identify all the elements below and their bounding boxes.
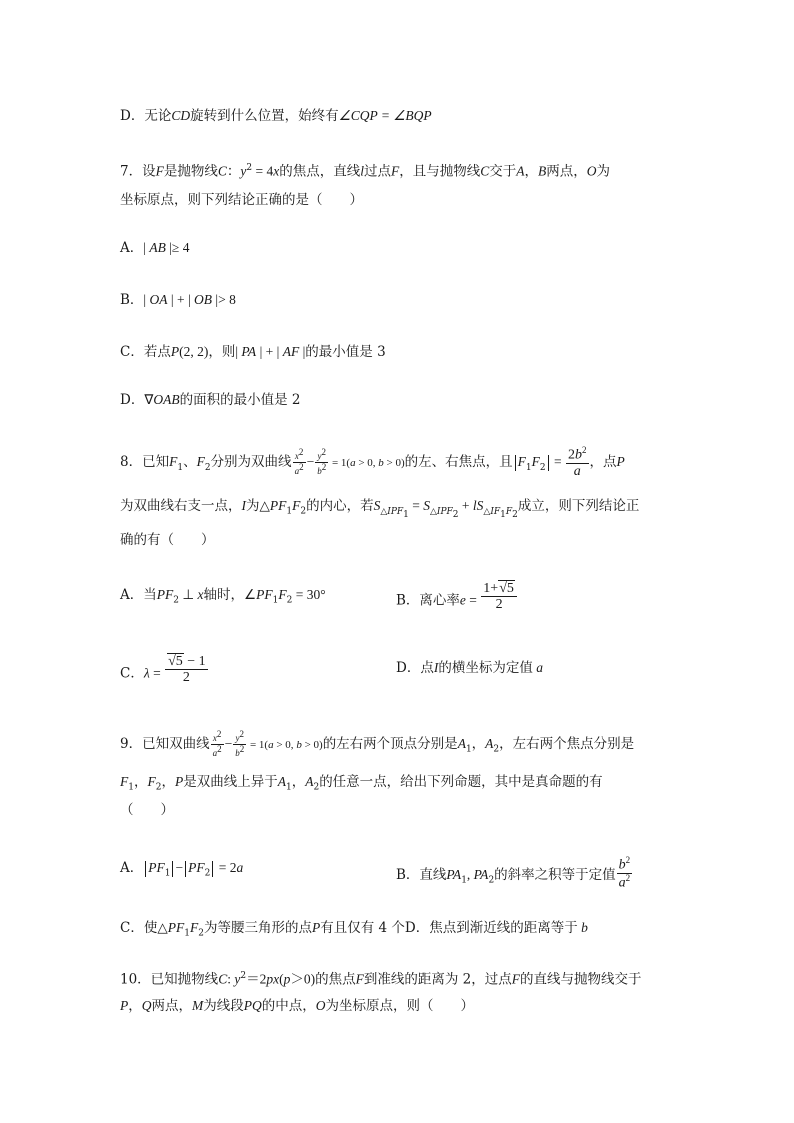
q8-option-d: D．点I的横坐标为定值 a bbox=[396, 660, 543, 676]
q9-stem-line1: 9．已知双曲线 $\frac{x^2}{a^2}$ − $\frac{y^2}{b^2}$ = 1(a > 0, b > 0)的左右两个顶点分别是$A_1$，$A_2$，左右两个焦点分别是 bbox=[120, 729, 635, 758]
q7-stem-line1: 7．设F是抛物线C：$y^2 = 4x$的焦点，直线l过点F，且与抛物线C交于A，B两点，O为 bbox=[120, 163, 610, 180]
q10-stem-line1: 10．已知抛物线C: $y^2=2px(p>0)$的焦点F到准线的距离为 2，过点F的直线与抛物线交于 bbox=[120, 971, 642, 988]
q8-stem-line3: 确的有（ ） bbox=[120, 532, 215, 548]
q9-stem-line2: $F_1$，$F_2$，P是双曲线上异于$A_1$，$A_2$的任意一点，给出下列命题，其中是真命题的有 bbox=[120, 774, 603, 793]
q8-stem-line2: 为双曲线右支一点，I为$\triangle PF_1F_2$的内心，若$S_{\triangle IPF_1} = S_{\triangle IPF_2} + lS_{\triangle IF_1F_2}$成立，则下列结论正 bbox=[120, 498, 640, 520]
q8-stem-line1: 8．已知$F_1$、$F_2$分别为双曲线 $\frac{x^2}{a^2}$ − $\frac{y^2}{b^2}$ = 1(a > 0, b > 0)的左、右焦点，且 $F_1F_2$ = $\frac{2b^2}{a}$ ，点P bbox=[120, 445, 625, 480]
q10-stem-line2: P，Q两点，M为线段PQ的中点，O为坐标原点，则（ ） bbox=[120, 998, 474, 1014]
q8-option-b: B．离心率e = $\frac{1+√5}{2}$ bbox=[396, 585, 518, 617]
q9-option-d: D．焦点到渐近线的距离等于 b bbox=[404, 920, 588, 936]
q7-option-c: C．若点P(2, 2)，则| PA | + | AF |的最小值是 3 bbox=[120, 344, 386, 360]
q6-option-d: D．无论CD旋转到什么位置，始终有∠CQP = ∠BQP bbox=[120, 108, 432, 124]
q9-option-c-d bbox=[120, 918, 588, 944]
q7-option-d: D．∇OAB的面积的最小值是 2 bbox=[120, 392, 301, 408]
q7-stem-line2: 坐标原点，则下列结论正确的是（ ） bbox=[120, 192, 363, 208]
q9-option-c: C．使$\triangle PF_1F_2$为等腰三角形的点P有且仅有 4 个 bbox=[120, 920, 405, 939]
q8-option-c: C．λ = $\frac{√5 - 1}{2}$ bbox=[120, 654, 206, 686]
q7-option-a: A．| AB |≥ 4 bbox=[120, 240, 190, 256]
q9-stem-line3: （ ） bbox=[120, 802, 174, 818]
q9-option-b: B．直线$PA_1$, $PA_2$的斜率之积等于定值 $\frac{b^2}{a^2}$ bbox=[396, 855, 631, 891]
q8-option-row1 bbox=[120, 585, 326, 611]
q7-option-b: B．| OA | + | OB |> 8 bbox=[120, 292, 236, 308]
q9-option-a: A． $PF_1 - PF_2 = 2a$ bbox=[120, 860, 244, 879]
q8-option-a: A．当$PF_2$ ⊥ x轴时，$\angle PF_1F_2 = 30^\circ$ bbox=[120, 587, 326, 606]
